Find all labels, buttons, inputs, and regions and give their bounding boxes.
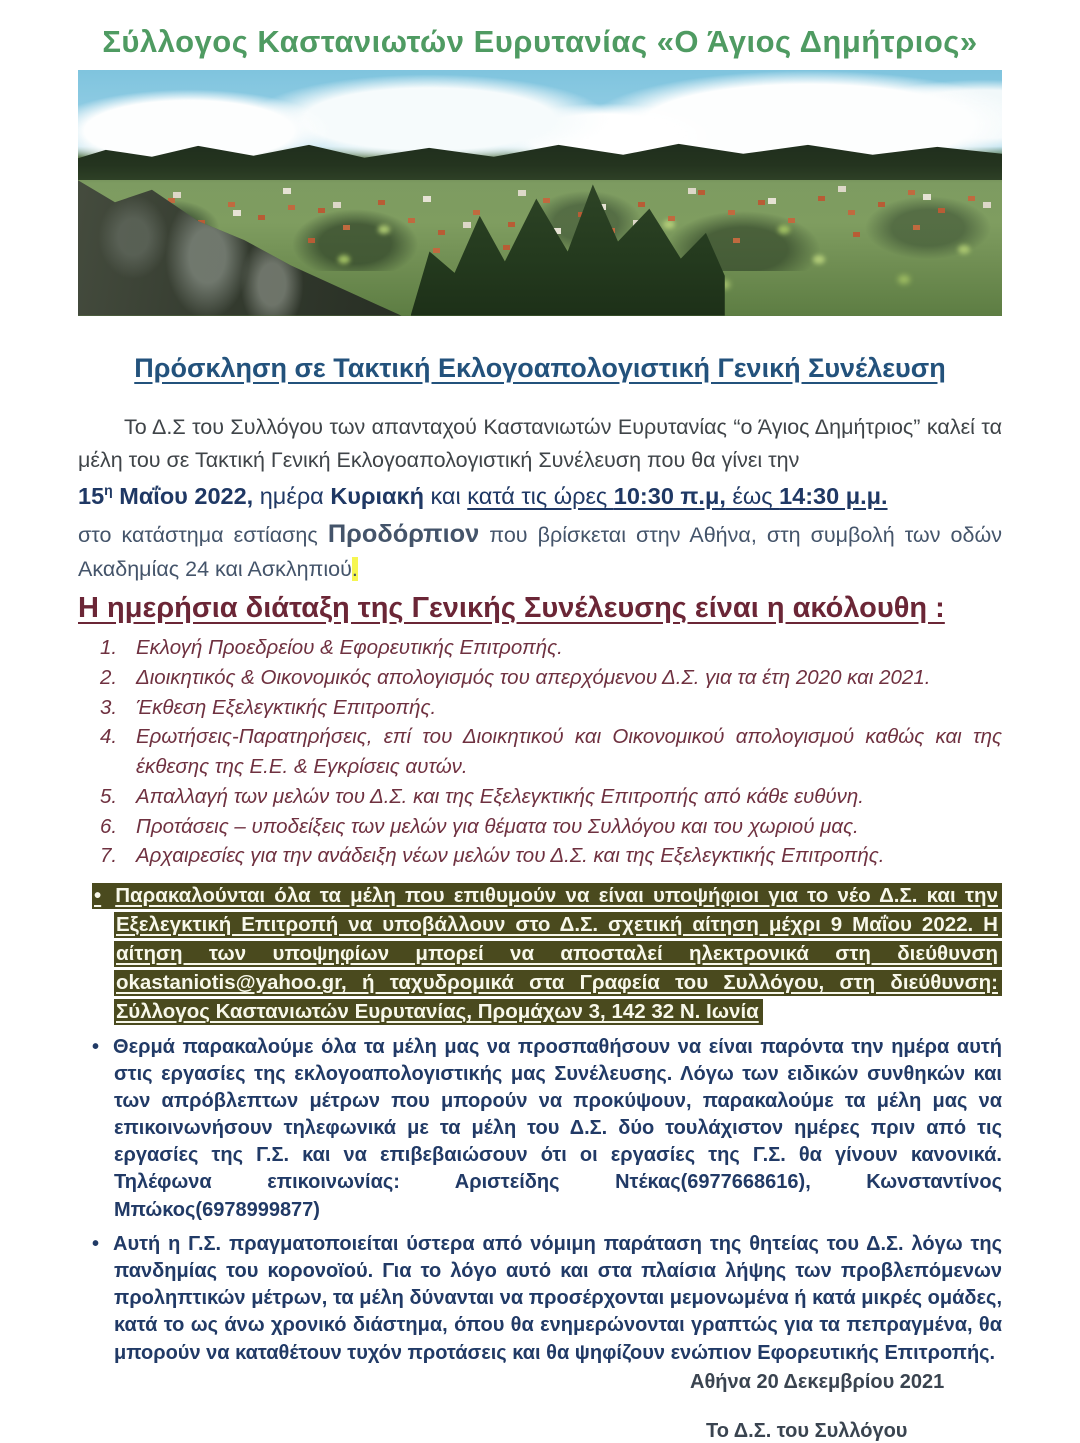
notice-term-extension-text: Αυτή η Γ.Σ. πραγματοποιείται ύστερα από νόμιμη παράταση της θητείας του Δ.Σ. λόγω της πανδημίας του κορονοϊού. Για το λόγο αυτό και στα πλαίσια λήψης των προβλεπόμενων προληπτικών μέτρων, τα μέλη δύνανται να προσέρχονται μεμονωμένα ή κατά μικρές ομάδες, κατά το ως άνω χρονικό διάστημα, όπου θα ενημερώνονται γραπτώς για τα πεπραγμένα, θα μπορούν να καταθέτουν τυχόν προτάσεις και θα ψηφίζουν ενώπιον Εφορευτικής Επιτροπής. bbox=[113, 1232, 1002, 1364]
village-panorama-photo bbox=[78, 70, 1002, 316]
venue-suffix: που βρίσκεται στην Αθήνα, στη συμβολή των οδών Ακαδημίας 24 και Ασκληπιού bbox=[78, 523, 1002, 582]
agenda-item: Διοικητικός & Οικονομικός απολογισμός του απερχόμενου Δ.Σ. για τα έτη 2020 και 2021. bbox=[136, 665, 931, 689]
date-day: 15 bbox=[78, 483, 105, 510]
notice-attendance-text: Θερμά παρακαλούμε όλα τα μέλη μας να προσπαθήσουν να είναι παρόντα την ημέρα αυτή στις εργασίες της εκλογοαπολογιστικής μας Συνέλευσης. Λόγω των ειδικών συνθηκών και των απρόβλεπτων μέτρων που μπορούν να προκύψουν, παρακαλούμε τα μέλη μας να επικοινωνήσουν τηλεφωνικά με τα μέλη του Δ.Σ. δύο τουλάχιστον ημέρες πριν από τις εργασίες της Γ.Σ. και να επιβεβαιώσουν ότι οι εργασίες της Γ.Σ. θα γίνουν κανονικά. Τηλέφωνα επικοινωνίας: Αριστείδης Ντέκας(6977668616), Κωνσταντίνος Μπώκος(6978999877) bbox=[113, 1035, 1002, 1221]
notice-term-extension bbox=[78, 1231, 1002, 1367]
intro-paragraph: Το Δ.Σ του Συλλόγου των απανταχού Καστανιωτών Ευρυτανίας “ο Άγιος Δημήτριος” καλεί τα μέλη του σε Τακτική Γενική Εκλογοαπολογιστική Συνέλευση που θα γίνει την bbox=[78, 415, 1002, 473]
venue-line bbox=[78, 515, 1002, 585]
footer-date-place: Αθήνα 20 Δεκεμβρίου 2021 bbox=[690, 1370, 945, 1393]
agenda-heading: Η ημερήσια διάταξη της Γενικής Συνέλευσης είναι η ακόλουθη : bbox=[78, 591, 945, 624]
olive-highlight-text: • Παρακαλούνται όλα τα μέλη που επιθυμούν να είναι υποψήφιοι για το νέο Δ.Σ. και την Εξελεγκτική Επιτροπή να υποβάλλουν στο Δ.Σ. σχετική αίτηση μέχρι 9 Μαΐου 2022. Η αίτηση των υποψηφίων μπορεί να αποσταλεί ηλεκτρονικά στη διεύθυνση okastaniotis@yahoo.gr, ή ταχυδρομικά στα Γραφεία του Συλλόγου, στη διεύθυνση: Σύλλογος Καστανιωτών Ευρυτανίας, Προμάχων 3, 142 32 Ν. Ιωνία bbox=[92, 883, 1002, 1025]
date-month-year: Μαΐου 2022, bbox=[112, 483, 254, 510]
date-and: και bbox=[423, 483, 468, 510]
date-line bbox=[78, 479, 1002, 513]
date-hours-group bbox=[467, 483, 887, 509]
venue-name: Προδόρπιον bbox=[327, 520, 480, 549]
yellow-highlight-mark: . bbox=[351, 557, 358, 582]
agenda-list bbox=[78, 633, 1002, 871]
agenda-item: Εκλογή Προεδρείου & Εφορευτικής Επιτροπής. bbox=[136, 636, 563, 660]
agenda-item: Ερωτήσεις-Παρατηρήσεις, επί του Διοικητικού και Οικονομικού απολογισμού καθώς και της έκθεσης της Ε.Ε. & Εγκρίσεις αυτών. bbox=[136, 725, 1002, 779]
until-word: έως bbox=[725, 483, 780, 510]
agenda-item: Απαλλαγή των μελών του Δ.Σ. και της Εξελεγκτικής Επιτροπής από κάθε ευθύνη. bbox=[136, 784, 864, 808]
venue-prefix: στο κατάστημα εστίασης bbox=[78, 523, 328, 548]
notice-attendance bbox=[78, 1034, 1002, 1224]
notice-candidacy bbox=[78, 881, 1002, 1027]
date-weekday: Κυριακή bbox=[330, 483, 424, 510]
agenda-item: Έκθεση Εξελεγκτικής Επιτροπής. bbox=[136, 695, 437, 719]
time-end: 14:30 μ.μ. bbox=[779, 483, 888, 510]
org-title: Σύλλογος Καστανιωτών Ευρυτανίας «Ο Άγιος Δημήτριος» bbox=[102, 24, 978, 59]
date-word-day: ημέρα bbox=[253, 483, 331, 510]
invitation-title: Πρόσκληση σε Τακτική Εκλογοαπολογιστική Γενική Συνέλευση bbox=[134, 352, 946, 383]
orange-roofs-decoration bbox=[78, 70, 85, 75]
time-start: 10:30 π.μ, bbox=[613, 483, 726, 510]
footer-signature: Το Δ.Σ. του Συλλόγου bbox=[706, 1419, 908, 1442]
agenda-item: Αρχαιρεσίες για την ανάδειξη νέων μελών του Δ.Σ. και της Εξελεγκτικής Επιτροπής. bbox=[136, 844, 885, 868]
hours-prefix: κατά τις ώρες bbox=[467, 483, 614, 510]
agenda-item: Προτάσεις – υποδείξεις των μελών για θέματα του Συλλόγου και του χωριού μας. bbox=[136, 814, 859, 838]
date-day-suffix: η bbox=[104, 482, 113, 499]
